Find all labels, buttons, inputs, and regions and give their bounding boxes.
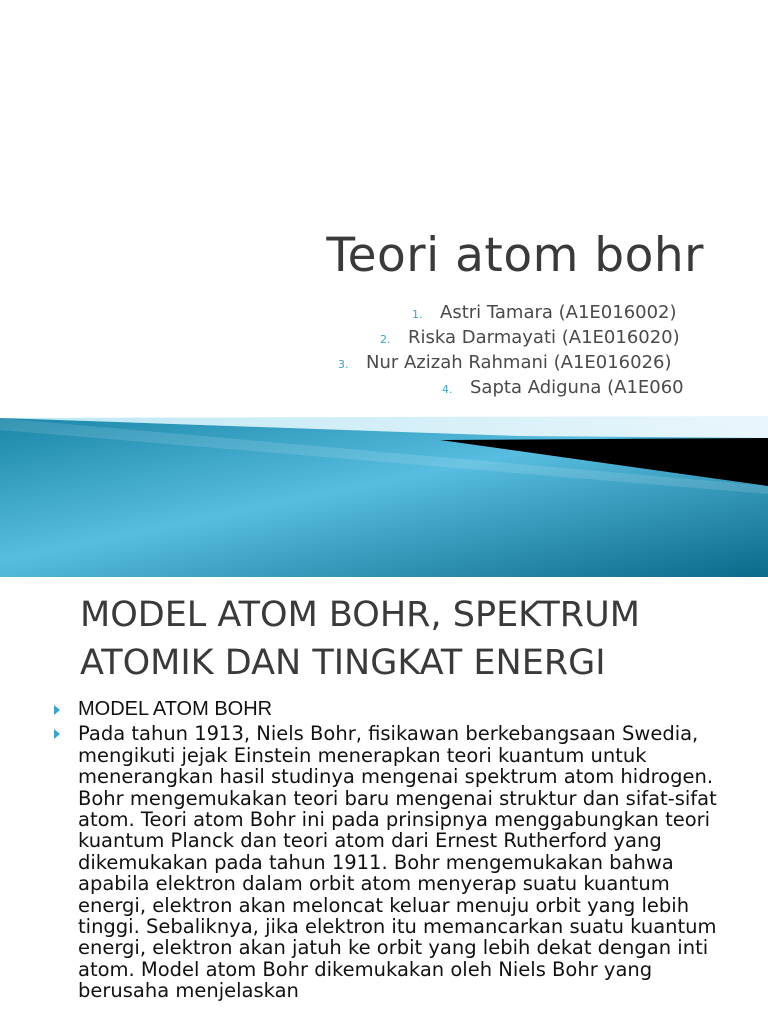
author-item [242,377,702,402]
bullet-text: Pada tahun 1913, Niels Bohr, fisikawan berkebangsaan Swedia, mengikuti jejak Einstein menerapkan teori kuantum untuk menerangkan hasil studinya mengenai spektrum atom hidrogen. Bohr mengemukakan teori baru mengenai struktur dan sifat-sifat atom. Teori atom Bohr ini pada prinsipnya menggabungkan teori kuantum Planck dan teori atom dari Ernest Rutherford yang dikemukakan pada tahun 1911. Bohr mengemukakan bahwa apabila elektron dalam orbit atom menyerap suatu kuantum energi, elektron akan meloncat keluar menuju orbit yang lebih tinggi. Sebaliknya, jika elektron itu memancarkan suatu kuantum energi, elektron akan jatuh ke orbit yang lebih dekat dengan inti atom. Model atom Bohr dikemukakan oleh Niels Bohr yang berusaha menjelaskan [78,722,717,1003]
author-item [242,327,702,352]
slide-title: Teori atom bohr [326,228,704,283]
author-number: 4. [442,383,453,396]
decorative-wave-graphic [0,410,768,577]
author-name: Sapta Adiguna (A1E060 [470,377,684,398]
author-number: 2. [380,333,391,346]
author-item [242,302,702,327]
author-number: 1. [412,308,423,321]
triangle-bullet-icon [54,729,60,739]
author-name: Riska Darmayati (A1E016020) [408,327,680,348]
author-list [242,302,702,402]
content-title: MODEL ATOM BOHR, SPEKTRUM ATOMIK DAN TINGKAT ENERGI [80,595,640,683]
bullet-item [52,699,732,720]
author-name: Nur Azizah Rahmani (A1E016026) [366,352,672,373]
author-number: 3. [338,358,349,371]
author-name: Astri Tamara (A1E016002) [440,302,677,323]
bullet-list [52,699,732,1002]
content-slide [0,577,768,1024]
bullet-text: MODEL ATOM BOHR [78,698,273,720]
author-item [242,352,702,377]
bullet-item [52,723,732,1001]
triangle-bullet-icon [54,705,60,715]
